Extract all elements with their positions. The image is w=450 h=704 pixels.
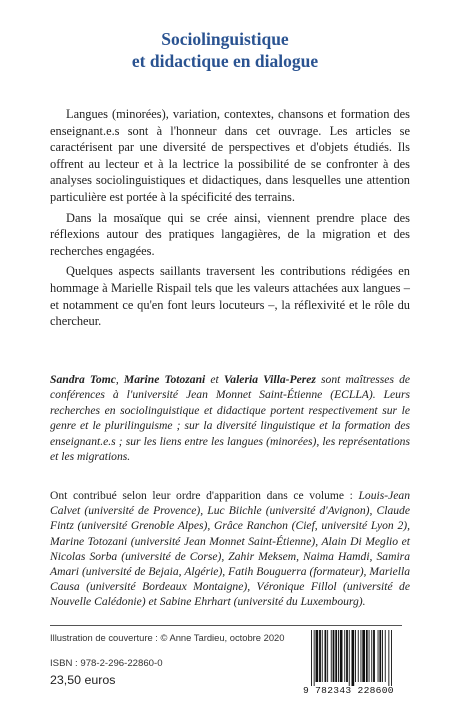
author-separator-1: , — [115, 373, 124, 386]
cover-illustration-credit: Illustration de couverture : © Anne Tardieu, octobre 2020 — [50, 632, 285, 643]
blurb-paragraph-1: Langues (minorées), variation, contextes, chansons et formation des enseignant.e.s sont à l'honneur dans cet ouvrage. Les articles se caractérisent par une diversité de perspectives et d'objets étudiés. Ils offrent au lecteur et à la lectrice la possibilité de se confronter à des analyses sociolinguistiques et didactiques, dans lesquelles une attention particulière est portée à la spécificité des terrains. — [50, 107, 410, 204]
isbn: ISBN : 978-2-296-22860-0 — [50, 658, 163, 669]
footer-divider — [50, 625, 402, 626]
title-line-2: et didactique en dialogue — [131, 51, 319, 71]
blurb-paragraph-3: Quelques aspects saillants traversent les contributions rédigées en hommage à Marielle Rispail tels que les valeurs attachées aux langues – et notamment ce qu'en font leurs locuteurs –, la réflexivité et le rôle du chercheur. — [50, 264, 410, 329]
authors-bio — [50, 372, 410, 464]
barcode-digits: 9 782343 228600 — [303, 685, 394, 696]
isbn-barcode — [303, 628, 403, 698]
back-cover-blurb — [50, 106, 410, 334]
contributors-names: Louis-Jean Calvet (université de Provence), Luc Biichle (université d'Avignon), Claude Fintz (université Grenoble Alpes), Grâce Ranchon (Cief, université Lyon 2), Marine Totozani (université Jean Monnet Saint-Étienne), Alain Di Meglio et Nicolas Sorba (université de Corse), Zahir Meksem, Naima Hamdi, Samira Amari (université de Bejaia, Algérie), Fatih Bouguerra (formateur), Mariella Causa (université Bordeaux Montaigne), Véronique Fillol (université de Nouvelle Calédonie) et Sabine Ehrhart (université du Luxembourg). — [50, 489, 410, 609]
blurb-paragraph-2: Dans la mosaïque qui se crée ainsi, viennent prendre place des réflexions autour des pratiques langagières, de la migration et des recherches engagées. — [50, 210, 410, 258]
title-line-1: Sociolinguistique — [161, 29, 289, 49]
authors-bio-text: sont maîtresses de conférences à l'université Jean Monnet Saint-Étienne (ECLLA). Leurs recherches en sociolinguistique et didactique portent respectivement sur le genre et le plurilinguisme ; sur la diversité linguistique et la formation des enseignant.e.s ; sur les liens entre les langues (minorées), les représentations et les migrations. — [50, 373, 411, 464]
price: 23,50 euros — [50, 673, 116, 687]
author-name-1: Sandra Tomc — [50, 373, 116, 386]
contributors-intro: Ont contribué selon leur ordre d'apparition dans ce volume : — [50, 489, 359, 502]
author-name-3: Valeria Villa-Perez — [223, 373, 316, 386]
author-name-2: Marine Totozani — [123, 373, 206, 386]
author-separator-2: et — [205, 373, 224, 386]
barcode-bars — [303, 628, 403, 686]
contributors-list — [50, 488, 410, 610]
book-title — [0, 28, 450, 72]
